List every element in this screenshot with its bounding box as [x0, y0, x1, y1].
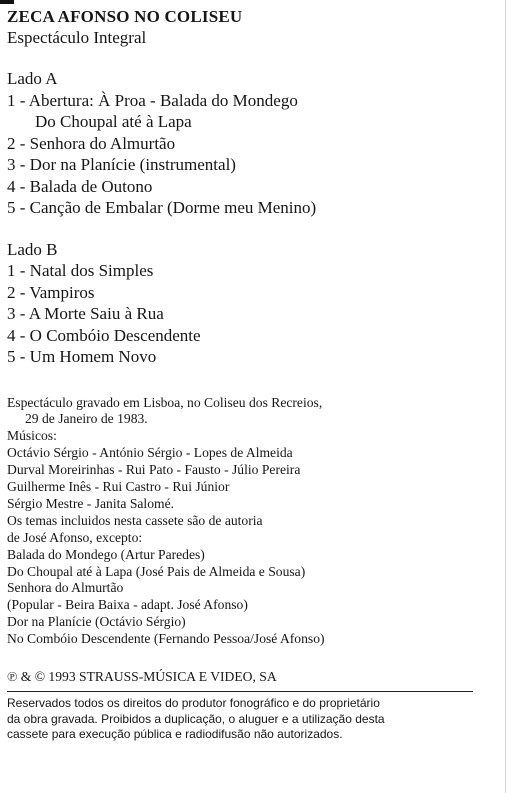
side-a-heading: Lado A [7, 69, 58, 88]
recording-location: Espectáculo gravado em Lisboa, no Coliseu dos Recreios, [7, 394, 323, 410]
musicians-heading: Músicos: [7, 428, 57, 444]
side-b-heading: Lado B [7, 239, 58, 259]
album-title: ZECA AFONSO NO COLISEU [7, 7, 243, 26]
cassette-insert [7, 6, 495, 743]
track-a1-continuation: Do Choupal até à Lapa [35, 112, 192, 131]
divider [7, 691, 473, 692]
rights-line: cassete para execução pública e radiodifusão não autorizados. [7, 727, 343, 742]
corner-mark [0, 0, 14, 4]
credit-line: (Popular - Beira Baixa - adapt. José Afonso) [7, 597, 248, 613]
copyright-line: ℗ & © 1993 STRAUSS-MÚSICA E VIDEO, SA [7, 669, 277, 685]
rights-line: Reservados todos os direitos do produtor fonográfico e do proprietário [7, 696, 380, 711]
credit-line: Balada do Mondego (Artur Paredes) [7, 546, 205, 562]
side-a [7, 68, 495, 219]
authorship-note: Os temas incluidos nesta cassete são de autoria [7, 512, 263, 528]
track-b1: 1 - Natal dos Simples [7, 261, 154, 280]
track-a1: 1 - Abertura: À Proa - Balada do Mondego [7, 90, 298, 110]
rights-notice [7, 696, 495, 743]
musicians-line: Guilherme Inês - Rui Castro - Rui Júnior [7, 479, 230, 495]
track-a5: 5 - Canção de Embalar (Dorme meu Menino) [7, 198, 317, 217]
credit-line: Dor na Planície (Octávio Sérgio) [7, 614, 186, 630]
album-subtitle: Espectáculo Integral [7, 28, 147, 47]
side-b [7, 239, 495, 368]
recording-date: 29 de Janeiro de 1983. [25, 411, 148, 427]
credit-line: Senhora do Almurtão [7, 580, 124, 596]
musicians-line: Durval Moreirinhas - Rui Pato - Fausto - Júlio Pereira [7, 462, 301, 478]
track-b2: 2 - Vampiros [7, 282, 95, 302]
track-b4: 4 - O Combóio Descendente [7, 325, 201, 345]
track-b3: 3 - A Morte Saiu à Rua [7, 304, 164, 323]
liner-notes [7, 395, 495, 649]
credit-line: Do Choupal até à Lapa (José Pais de Almeida e Sousa) [7, 563, 306, 579]
track-a2: 2 - Senhora do Almurtão [7, 133, 176, 153]
track-a3: 3 - Dor na Planície (instrumental) [7, 155, 236, 174]
credit-line: No Combóio Descendente (Fernando Pessoa/José Afonso) [7, 631, 325, 647]
page-edge-line [505, 0, 506, 793]
musicians-line: Octávio Sérgio - António Sérgio - Lopes de Almeida [7, 445, 293, 461]
rights-line: da obra gravada. Proibidos a duplicação, o aluguer e a utilização desta [7, 711, 385, 726]
track-b5: 5 - Um Homem Novo [7, 347, 157, 366]
track-a4: 4 - Balada de Outono [7, 176, 153, 196]
authorship-note: de José Afonso, excepto: [7, 529, 143, 545]
musicians-line: Sérgio Mestre - Janita Salomé. [7, 495, 174, 511]
